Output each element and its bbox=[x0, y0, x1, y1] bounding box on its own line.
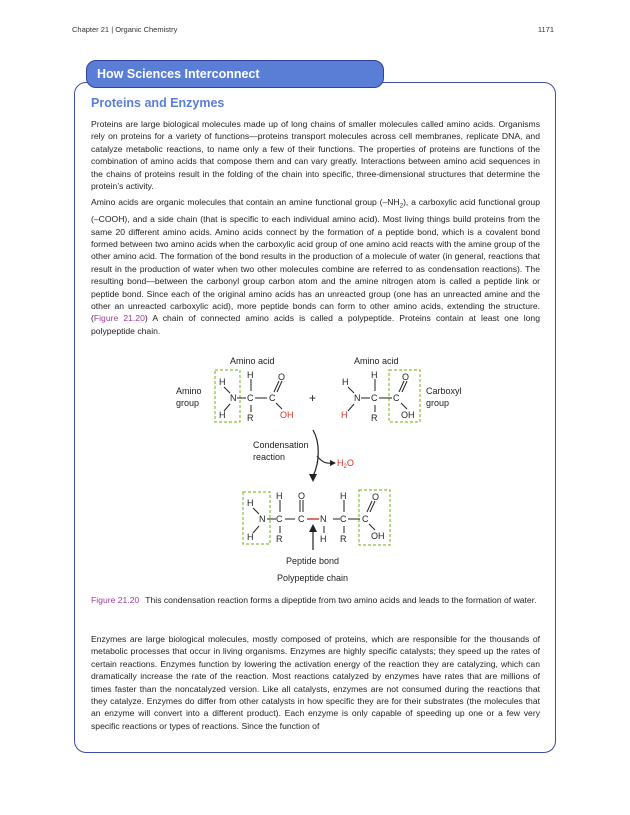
atom-n: N bbox=[230, 393, 237, 403]
label-carboxyl-line2: group bbox=[426, 398, 450, 408]
atom-r: R bbox=[276, 534, 283, 544]
paragraph-text: Proteins are large biological molecules made up of long chains of smaller molecules called amino acids. Organisms rely on proteins for a variety of functions—proteins transport molecules across cell membranes, replicate DNA, and catalyze metabolic reactions, to name only a few of their functions. The properties of proteins are functions of the combination of amino acids that compose them and can vary greatly. Interactions between amino acid sequences in the chains of proteins result in the folding of the chain into specific, three-dimensional structures that determine the protein’s activity. bbox=[91, 119, 540, 192]
atom-o: O bbox=[402, 372, 410, 382]
atom-oh: OH bbox=[371, 531, 385, 541]
label-condensation-line2: reaction bbox=[253, 452, 286, 462]
atom-o: O bbox=[278, 372, 286, 382]
atom-n: N bbox=[354, 393, 361, 403]
atom-c: C bbox=[362, 514, 369, 524]
condensation-reaction-figure bbox=[170, 350, 460, 586]
section-title: Proteins and Enzymes bbox=[91, 96, 225, 110]
atom-h: H bbox=[219, 410, 226, 420]
paragraph-proteins bbox=[91, 118, 540, 192]
water-branch-arrow bbox=[317, 456, 332, 463]
atom-h: H bbox=[247, 370, 254, 380]
atom-r: R bbox=[247, 413, 254, 423]
figure-svg bbox=[170, 350, 460, 586]
label-amino-group-line1: Amino bbox=[176, 386, 202, 396]
figure-caption-text: This condensation reaction forms a dipeptide from two amino acids and leads to the formation of water. bbox=[145, 595, 537, 605]
atom-r: R bbox=[340, 534, 347, 544]
atom-h: H bbox=[247, 532, 254, 542]
paragraph-text: Enzymes are large biological molecules, mostly composed of proteins, which are responsible for the thousands of metabolic processes that occur in living organisms. Enzymes are highly specific catalysts; they speed up the rates of certain reactions. Enzymes function by lowering the activation energy of the reaction they are catalyzing, which can dramatically increase the rate of the reaction. Most reactions catalyzed by enzymes have rates that are millions of times faster than the noncatalyzed version. Like all catalysts, enzymes are not consumed during the reactions that they catalyze. Enzymes do differ from other catalysts in how specific they are for their substrates (the molecules that an enzyme will convert into a different product). Each enzyme is only capable of speeding up one or a few very specific reactions or types of reactions. Since the function of bbox=[91, 634, 540, 731]
atom-c: C bbox=[371, 393, 378, 403]
atom-r: R bbox=[371, 413, 378, 423]
label-water: $H_2O$ bbox=[337, 458, 354, 470]
label-amino-group-line2: group bbox=[176, 398, 200, 408]
atom-o: O bbox=[372, 492, 380, 502]
atom-h: H bbox=[342, 377, 349, 387]
feature-box-title: How Sciences Interconnect bbox=[97, 67, 260, 81]
atom-h: H bbox=[340, 491, 347, 501]
feature-box-tab bbox=[86, 60, 384, 88]
reaction-arrowhead bbox=[309, 474, 317, 482]
subscript: 2 bbox=[399, 203, 404, 210]
atom-h: H bbox=[219, 377, 226, 387]
paragraph-text: ), a carboxylic acid functional group (–COOH), and a side chain (that is specific to each individual amino acid). Most living things build proteins from the same 20 different amino acids. Amino acids connect by the formation of a peptide bond, which is a covalent bond formed between two amino acids when the carboxylic acid group of one amino acid reacts with the amine group of the other amino acid. The formation of the bond results in the production of a molecule of water (in general, reactions that result in the production of water when two other molecules combine are referred to as condensation reactions). The resulting bond—between the carbonyl group carbon atom and the amine nitrogen atom is called a peptide link or peptide bond. Since each of the original amino acids has an unreacted group (one has an unreacted amine and the other an unreacted carboxylic acid), more peptide bonds can form to other amino acids, extending the structure. ( bbox=[91, 197, 540, 324]
paragraph-text: Amino acids are organic molecules that contain an amine functional group (–NH bbox=[91, 197, 400, 207]
page-number: 1171 bbox=[537, 25, 554, 34]
atom-h: H bbox=[320, 534, 327, 544]
atom-c: C bbox=[276, 514, 283, 524]
paragraph-text: ) A chain of connected amino acids is called a polypeptide. Proteins contain at least one long polypeptide chain. bbox=[91, 313, 540, 336]
running-header-chapter: Chapter 21 | Organic Chemistry bbox=[72, 25, 178, 34]
figure-caption bbox=[91, 594, 540, 606]
plus-sign: + bbox=[309, 391, 317, 405]
atom-c: C bbox=[298, 514, 305, 524]
label-amino-acid-left: Amino acid bbox=[230, 356, 275, 366]
atom-h: H bbox=[276, 491, 283, 501]
atom-h: H bbox=[371, 370, 378, 380]
atom-h-red: H bbox=[341, 410, 348, 420]
figure-caption-label: Figure 21.20 bbox=[91, 595, 140, 605]
water-branch-arrowhead bbox=[330, 460, 336, 466]
label-peptide-bond: Peptide bond bbox=[286, 556, 340, 566]
atom-n: N bbox=[259, 514, 266, 524]
label-carboxyl-line1: Carboxyl bbox=[426, 386, 462, 396]
atom-c: C bbox=[269, 393, 276, 403]
atom-oh-red: OH bbox=[280, 410, 294, 420]
paragraph-amino-acids bbox=[91, 196, 540, 337]
atom-o: O bbox=[298, 491, 306, 501]
paragraph-enzymes bbox=[91, 633, 540, 732]
atom-c: C bbox=[247, 393, 254, 403]
atom-c: C bbox=[393, 393, 400, 403]
atom-c: C bbox=[340, 514, 347, 524]
atom-n: N bbox=[320, 514, 327, 524]
figure-link[interactable]: Figure 21.20 bbox=[93, 313, 145, 324]
label-amino-acid-right: Amino acid bbox=[354, 356, 399, 366]
atom-oh: OH bbox=[401, 410, 415, 420]
peptide-bond-pointer-head bbox=[309, 524, 317, 532]
reaction-arrow bbox=[313, 430, 318, 476]
label-condensation-line1: Condensation bbox=[253, 440, 309, 450]
label-polypeptide-chain: Polypeptide chain bbox=[277, 573, 349, 583]
atom-h: H bbox=[247, 498, 254, 508]
